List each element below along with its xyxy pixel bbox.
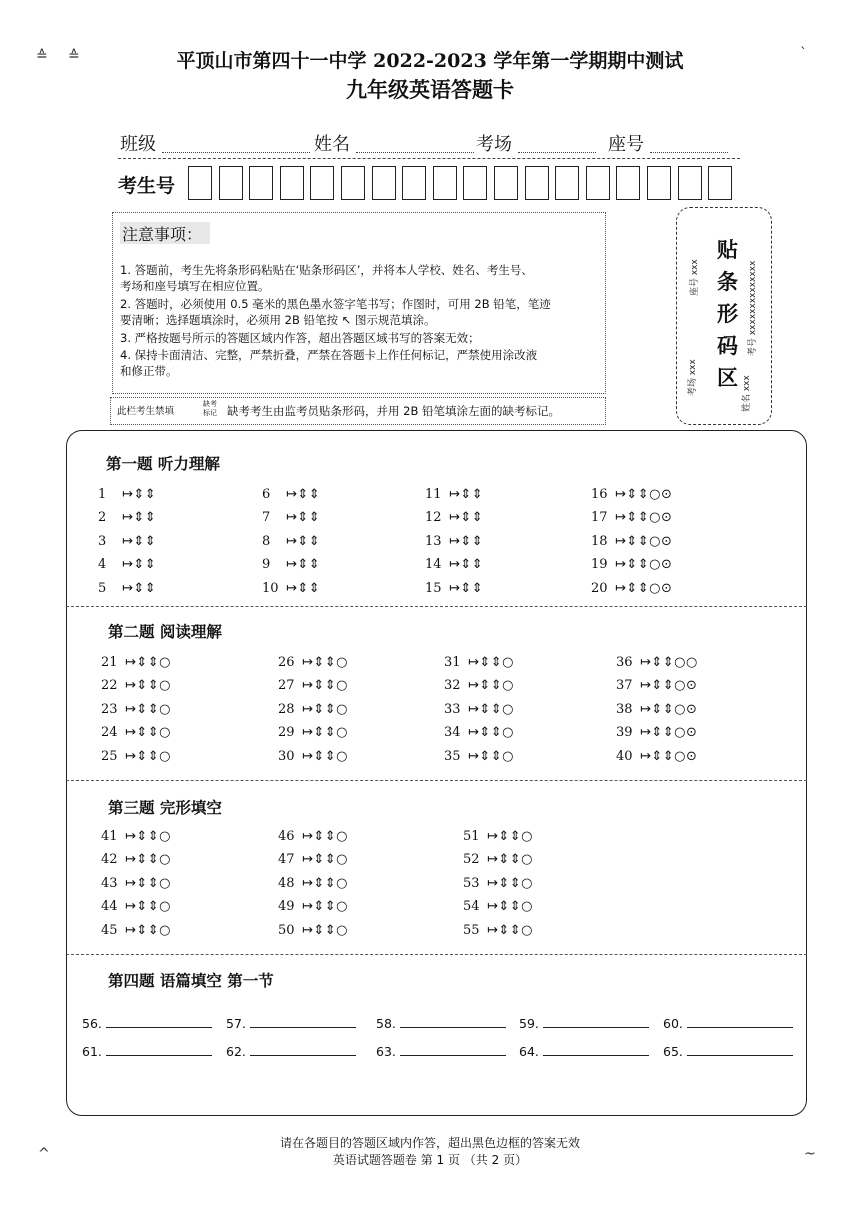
question-item bbox=[101, 655, 171, 670]
answer-options[interactable]: ↦⇕⇕ bbox=[286, 557, 321, 573]
question-item bbox=[616, 678, 697, 693]
question-item bbox=[262, 581, 320, 596]
section-divider bbox=[66, 954, 807, 955]
answer-options[interactable]: ↦⇕⇕○ bbox=[302, 655, 349, 670]
answer-options[interactable]: ↦⇕⇕○ bbox=[302, 852, 349, 868]
question-number: 3 bbox=[98, 533, 107, 549]
exam-number-box[interactable] bbox=[341, 166, 365, 200]
question-item bbox=[278, 725, 348, 740]
question-number: 31 bbox=[444, 655, 461, 670]
notice-item: 考场和座号填写在相应位置。 bbox=[120, 279, 270, 293]
question-number: 53 bbox=[463, 875, 480, 891]
exam-number-box[interactable] bbox=[647, 166, 671, 200]
question-number: 35 bbox=[444, 748, 461, 764]
question-number: 17 bbox=[591, 510, 608, 526]
blank-number: 58. bbox=[376, 1016, 396, 1031]
question-item bbox=[444, 655, 514, 670]
answer-options[interactable]: ↦⇕⇕○⊙ bbox=[640, 725, 698, 741]
page-subtitle: 九年级英语答题卡 bbox=[346, 77, 514, 102]
barcode-seat: 座号 xxx bbox=[690, 259, 700, 296]
question-number: 22 bbox=[101, 678, 118, 694]
room-label: 考场 bbox=[476, 134, 512, 155]
exam-number-box[interactable] bbox=[525, 166, 549, 200]
question-item bbox=[425, 557, 483, 572]
question-number: 37 bbox=[616, 678, 633, 694]
question-number: 40 bbox=[616, 748, 633, 764]
answer-options[interactable]: ↦⇕⇕○ bbox=[125, 852, 172, 868]
question-item bbox=[444, 725, 514, 740]
blank-item bbox=[519, 1043, 649, 1059]
answer-options[interactable]: ↦⇕⇕ bbox=[449, 557, 484, 573]
answer-options[interactable]: ↦⇕⇕ bbox=[449, 487, 484, 502]
answer-options[interactable]: ↦⇕⇕○ bbox=[468, 725, 515, 741]
answer-options[interactable]: ↦⇕⇕○ bbox=[487, 852, 534, 868]
class-label: 班级 bbox=[120, 134, 156, 155]
question-number: 21 bbox=[101, 655, 118, 670]
question-item bbox=[278, 876, 348, 891]
seat-field[interactable] bbox=[650, 152, 728, 153]
question-number: 26 bbox=[278, 655, 295, 670]
barcode-label-char: 贴 bbox=[717, 238, 738, 262]
answer-options[interactable]: ↦⇕⇕○ bbox=[302, 701, 349, 717]
blank-item bbox=[82, 1015, 212, 1031]
question-number: 50 bbox=[278, 922, 295, 938]
question-number: 25 bbox=[101, 748, 118, 764]
question-number: 41 bbox=[101, 829, 118, 844]
question-item bbox=[101, 678, 171, 693]
corner-mark-top-left-2: ≙ bbox=[68, 48, 80, 64]
answer-options[interactable]: ↦⇕⇕○⊙ bbox=[640, 678, 698, 694]
question-number: 18 bbox=[591, 533, 608, 549]
blank-answer-line[interactable] bbox=[106, 1043, 212, 1056]
section-title-passage-fill: 第四题 语篇填空 第一节 bbox=[108, 972, 274, 990]
question-number: 29 bbox=[278, 725, 295, 741]
answer-options[interactable]: ↦⇕⇕○ bbox=[125, 678, 172, 694]
notice-item: 4. 保持卡面清洁、完整，严禁折叠，严禁在答题卡上作任何标记，严禁使用涂改液 bbox=[120, 348, 538, 362]
question-item bbox=[463, 923, 533, 938]
question-item bbox=[262, 510, 320, 525]
answer-options[interactable]: ↦⇕⇕○ bbox=[125, 829, 172, 844]
question-item bbox=[278, 899, 348, 914]
exam-number-box[interactable] bbox=[219, 166, 243, 200]
answer-options[interactable]: ↦⇕⇕ bbox=[286, 487, 321, 502]
exam-number-box[interactable] bbox=[678, 166, 702, 200]
answer-options[interactable]: ↦⇕⇕ bbox=[122, 533, 157, 549]
question-number: 48 bbox=[278, 875, 295, 891]
question-item bbox=[616, 749, 697, 764]
answer-options[interactable]: ↦⇕⇕○ bbox=[125, 701, 172, 717]
question-number: 9 bbox=[262, 557, 271, 573]
answer-options[interactable]: ↦⇕⇕○ bbox=[487, 922, 534, 938]
question-item bbox=[98, 581, 156, 596]
answer-options[interactable]: ↦⇕⇕ bbox=[286, 510, 321, 526]
question-number: 44 bbox=[101, 899, 118, 915]
question-item bbox=[591, 581, 672, 596]
question-number: 55 bbox=[463, 922, 480, 938]
answer-options[interactable]: ↦⇕⇕○⊙ bbox=[615, 533, 673, 549]
question-number: 16 bbox=[591, 487, 608, 502]
question-item bbox=[101, 876, 171, 891]
exam-number-box[interactable] bbox=[433, 166, 457, 200]
absent-instructions: 缺考考生由监考员贴条形码，并用 2B 铅笔填涂左面的缺考标记。 bbox=[227, 404, 561, 418]
question-number: 6 bbox=[262, 487, 271, 502]
question-number: 20 bbox=[591, 580, 608, 596]
room-field[interactable] bbox=[518, 152, 596, 153]
question-item bbox=[278, 655, 348, 670]
notice-item: 要清晰；选择题填涂时，必须用 2B 铅笔按 ↖ 图示规范填涂。 bbox=[120, 313, 436, 327]
question-number: 42 bbox=[101, 852, 118, 868]
question-item bbox=[101, 829, 171, 844]
exam-number-box[interactable] bbox=[708, 166, 732, 200]
barcode-label-char: 码 bbox=[717, 334, 738, 358]
question-item bbox=[591, 510, 672, 525]
question-item bbox=[591, 487, 672, 502]
answer-options[interactable]: ↦⇕⇕○ bbox=[487, 829, 534, 844]
question-number: 4 bbox=[98, 557, 107, 573]
corner-mark-top-right: ` bbox=[800, 46, 807, 62]
question-item bbox=[262, 534, 320, 549]
answer-options[interactable]: ↦⇕⇕○○ bbox=[640, 655, 698, 670]
blank-number: 62. bbox=[226, 1044, 246, 1059]
answer-options[interactable]: ↦⇕⇕ bbox=[449, 580, 484, 596]
blank-item bbox=[376, 1015, 506, 1031]
exam-number-box[interactable] bbox=[586, 166, 610, 200]
question-item bbox=[444, 678, 514, 693]
question-number: 34 bbox=[444, 725, 461, 741]
question-number: 43 bbox=[101, 875, 118, 891]
section-title-reading: 第二题 阅读理解 bbox=[108, 623, 222, 641]
question-item bbox=[278, 852, 348, 867]
question-number: 2 bbox=[98, 510, 107, 526]
question-item bbox=[101, 702, 171, 717]
blank-answer-line[interactable] bbox=[543, 1015, 649, 1028]
answer-options[interactable]: ↦⇕⇕○ bbox=[302, 748, 349, 764]
answer-options[interactable]: ↦⇕⇕○⊙ bbox=[615, 487, 673, 502]
question-item bbox=[101, 923, 171, 938]
exam-number-box[interactable] bbox=[616, 166, 640, 200]
question-number: 54 bbox=[463, 899, 480, 915]
answer-options[interactable]: ↦⇕⇕○⊙ bbox=[615, 510, 673, 526]
question-number: 33 bbox=[444, 701, 461, 717]
blank-number: 59. bbox=[519, 1016, 539, 1031]
blank-answer-line[interactable] bbox=[400, 1015, 506, 1028]
question-item bbox=[425, 510, 483, 525]
answer-options[interactable]: ↦⇕⇕○ bbox=[468, 678, 515, 694]
question-number: 1 bbox=[98, 487, 107, 502]
corner-mark-bottom-right: ~ bbox=[804, 1146, 816, 1162]
question-number: 39 bbox=[616, 725, 633, 741]
answer-options[interactable]: ↦⇕⇕○⊙ bbox=[615, 580, 673, 596]
question-item bbox=[463, 899, 533, 914]
question-item bbox=[98, 534, 156, 549]
answer-options[interactable]: ↦⇕⇕○ bbox=[468, 748, 515, 764]
notice-item: 1. 答题前，考生先将条形码粘贴在‘贴条形码区’，并将本人学校、姓名、考生号、 bbox=[120, 263, 533, 277]
exam-number-box[interactable] bbox=[310, 166, 334, 200]
answer-options[interactable]: ↦⇕⇕ bbox=[122, 557, 157, 573]
question-item bbox=[444, 749, 514, 764]
blank-number: 65. bbox=[663, 1044, 683, 1059]
blank-number: 57. bbox=[226, 1016, 246, 1031]
question-item bbox=[278, 702, 348, 717]
exam-number-box[interactable] bbox=[249, 166, 273, 200]
question-item bbox=[101, 725, 171, 740]
answer-options[interactable]: ↦⇕⇕ bbox=[122, 510, 157, 526]
blank-number: 60. bbox=[663, 1016, 683, 1031]
answer-options[interactable]: ↦⇕⇕ bbox=[122, 487, 157, 502]
answer-options[interactable]: ↦⇕⇕○ bbox=[125, 725, 172, 741]
exam-number-box[interactable] bbox=[188, 166, 212, 200]
blank-answer-line[interactable] bbox=[543, 1043, 649, 1056]
question-number: 28 bbox=[278, 701, 295, 717]
answer-options[interactable]: ↦⇕⇕ bbox=[286, 533, 321, 549]
answer-options[interactable]: ↦⇕⇕ bbox=[122, 580, 157, 596]
question-number: 30 bbox=[278, 748, 295, 764]
barcode-label-char: 形 bbox=[717, 302, 738, 326]
question-number: 8 bbox=[262, 533, 271, 549]
question-item bbox=[98, 510, 156, 525]
section-title-listening: 第一题 听力理解 bbox=[106, 455, 220, 473]
question-number: 45 bbox=[101, 922, 118, 938]
question-item bbox=[101, 749, 171, 764]
answer-options[interactable]: ↦⇕⇕○⊙ bbox=[640, 748, 698, 764]
absent-mark-row bbox=[110, 397, 606, 425]
barcode-label-char: 条 bbox=[717, 270, 738, 294]
question-number: 13 bbox=[425, 533, 442, 549]
corner-mark-top-left: ≙ bbox=[36, 48, 48, 64]
absent-mark-line2: 标记 bbox=[203, 409, 217, 417]
blank-item bbox=[226, 1043, 356, 1059]
section-title-cloze: 第三题 完形填空 bbox=[108, 799, 222, 817]
answer-options[interactable]: ↦⇕⇕ bbox=[449, 533, 484, 549]
question-number: 51 bbox=[463, 829, 480, 844]
blank-item bbox=[82, 1043, 212, 1059]
footer-note: 请在各题目的答题区域内作答，超出黑色边框的答案无效 bbox=[279, 1136, 580, 1150]
question-item bbox=[278, 829, 348, 844]
question-number: 36 bbox=[616, 655, 633, 670]
question-number: 46 bbox=[278, 829, 295, 844]
absent-mark-label[interactable] bbox=[203, 400, 217, 418]
absent-mark-line1: 缺考 bbox=[203, 400, 217, 408]
answer-options[interactable]: ↦⇕⇕○ bbox=[468, 655, 515, 670]
exam-number-box[interactable] bbox=[494, 166, 518, 200]
question-item bbox=[425, 534, 483, 549]
blank-item bbox=[663, 1015, 793, 1031]
blank-number: 56. bbox=[82, 1016, 102, 1031]
question-item bbox=[278, 678, 348, 693]
question-item bbox=[591, 557, 672, 572]
blank-answer-line[interactable] bbox=[687, 1043, 793, 1056]
blank-answer-line[interactable] bbox=[250, 1043, 356, 1056]
question-number: 11 bbox=[425, 487, 442, 502]
answer-options[interactable]: ↦⇕⇕○ bbox=[302, 875, 349, 891]
question-number: 10 bbox=[262, 580, 279, 596]
barcode-name: 姓名 xxx bbox=[742, 375, 752, 412]
answer-options[interactable]: ↦⇕⇕○ bbox=[125, 899, 172, 915]
answer-options[interactable]: ↦⇕⇕○ bbox=[468, 701, 515, 717]
exam-number-box[interactable] bbox=[402, 166, 426, 200]
question-item bbox=[616, 725, 697, 740]
answer-options[interactable]: ↦⇕⇕○ bbox=[125, 748, 172, 764]
question-number: 14 bbox=[425, 557, 442, 573]
barcode-room: 考场 xxx bbox=[688, 359, 698, 396]
blank-answer-line[interactable] bbox=[250, 1015, 356, 1028]
blank-item bbox=[663, 1043, 793, 1059]
question-number: 19 bbox=[591, 557, 608, 573]
seat-label: 座号 bbox=[608, 134, 644, 155]
answer-options[interactable]: ↦⇕⇕○ bbox=[487, 875, 534, 891]
barcode-label-char: 区 bbox=[717, 366, 738, 390]
answer-options[interactable]: ↦⇕⇕○ bbox=[302, 829, 349, 844]
question-number: 12 bbox=[425, 510, 442, 526]
blank-answer-line[interactable] bbox=[106, 1015, 212, 1028]
question-item bbox=[98, 487, 156, 502]
answer-options[interactable]: ↦⇕⇕○ bbox=[125, 655, 172, 670]
answer-options[interactable]: ↦⇕⇕○ bbox=[302, 725, 349, 741]
exam-number-box[interactable] bbox=[372, 166, 396, 200]
absent-note: 此栏考生禁填 bbox=[117, 406, 175, 417]
question-item bbox=[463, 829, 533, 844]
question-item bbox=[444, 702, 514, 717]
exam-number-box[interactable] bbox=[463, 166, 487, 200]
name-field[interactable] bbox=[356, 152, 474, 153]
question-item bbox=[463, 852, 533, 867]
answer-options[interactable]: ↦⇕⇕○ bbox=[125, 875, 172, 891]
answer-options[interactable]: ↦⇕⇕ bbox=[286, 580, 321, 596]
question-item bbox=[591, 534, 672, 549]
page-title: 平顶山市第四十一中学 2022-2023 学年第一学期期中测试 bbox=[176, 50, 684, 72]
question-number: 27 bbox=[278, 678, 295, 694]
notice-title: 注意事项： bbox=[120, 222, 210, 244]
name-label: 姓名 bbox=[314, 134, 350, 155]
notice-item: 和修正带。 bbox=[120, 364, 178, 378]
section-divider bbox=[66, 780, 807, 781]
page-number: 英语试题答题卷 第 1 页 （共 2 页） bbox=[332, 1153, 528, 1167]
question-item bbox=[425, 487, 483, 502]
exam-number-box[interactable] bbox=[555, 166, 579, 200]
corner-mark-bottom-left: ^ bbox=[38, 1146, 50, 1162]
answer-options[interactable]: ↦⇕⇕○⊙ bbox=[640, 701, 698, 717]
blank-answer-line[interactable] bbox=[400, 1043, 506, 1056]
question-item bbox=[262, 487, 320, 502]
question-number: 47 bbox=[278, 852, 295, 868]
blank-item bbox=[376, 1043, 506, 1059]
blank-number: 63. bbox=[376, 1044, 396, 1059]
blank-number: 64. bbox=[519, 1044, 539, 1059]
question-number: 32 bbox=[444, 678, 461, 694]
question-item bbox=[278, 749, 348, 764]
blank-answer-line[interactable] bbox=[687, 1015, 793, 1028]
barcode-exam-number: 考号 xxxxxxxxxxxxxx bbox=[748, 260, 758, 356]
answer-options[interactable]: ↦⇕⇕○ bbox=[302, 678, 349, 694]
blank-item bbox=[519, 1015, 649, 1031]
question-item bbox=[463, 876, 533, 891]
exam-number-box[interactable] bbox=[280, 166, 304, 200]
question-item bbox=[616, 655, 698, 670]
blank-item bbox=[226, 1015, 356, 1031]
question-item bbox=[101, 852, 171, 867]
student-info-row bbox=[120, 130, 740, 156]
info-divider bbox=[118, 158, 740, 159]
notice-item: 3. 严格按题号所示的答题区域内作答，超出答题区域书写的答案无效； bbox=[120, 331, 480, 345]
answer-options[interactable]: ↦⇕⇕○ bbox=[302, 922, 349, 938]
question-item bbox=[616, 702, 697, 717]
class-field[interactable] bbox=[162, 152, 310, 153]
notice-item: 2. 答题时，必须使用 0.5 毫米的黑色墨水签字笔书写；作图时，可用 2B 铅笔，笔迹 bbox=[120, 297, 551, 311]
answer-options[interactable]: ↦⇕⇕○ bbox=[487, 899, 534, 915]
question-number: 7 bbox=[262, 510, 271, 526]
answer-options[interactable]: ↦⇕⇕ bbox=[449, 510, 484, 526]
answer-options[interactable]: ↦⇕⇕○ bbox=[302, 899, 349, 915]
section-divider bbox=[66, 606, 807, 607]
exam-number-label: 考生号 bbox=[118, 175, 176, 197]
question-number: 23 bbox=[101, 701, 118, 717]
question-number: 49 bbox=[278, 899, 295, 915]
answer-options[interactable]: ↦⇕⇕○ bbox=[125, 922, 172, 938]
question-number: 52 bbox=[463, 852, 480, 868]
answer-options[interactable]: ↦⇕⇕○⊙ bbox=[615, 557, 673, 573]
question-number: 24 bbox=[101, 725, 118, 741]
question-item bbox=[262, 557, 320, 572]
question-item bbox=[425, 581, 483, 596]
question-number: 5 bbox=[98, 580, 107, 596]
blank-number: 61. bbox=[82, 1044, 102, 1059]
barcode-area[interactable] bbox=[676, 207, 772, 425]
question-number: 38 bbox=[616, 701, 633, 717]
question-number: 15 bbox=[425, 580, 442, 596]
question-item bbox=[278, 923, 348, 938]
question-item bbox=[101, 899, 171, 914]
question-item bbox=[98, 557, 156, 572]
